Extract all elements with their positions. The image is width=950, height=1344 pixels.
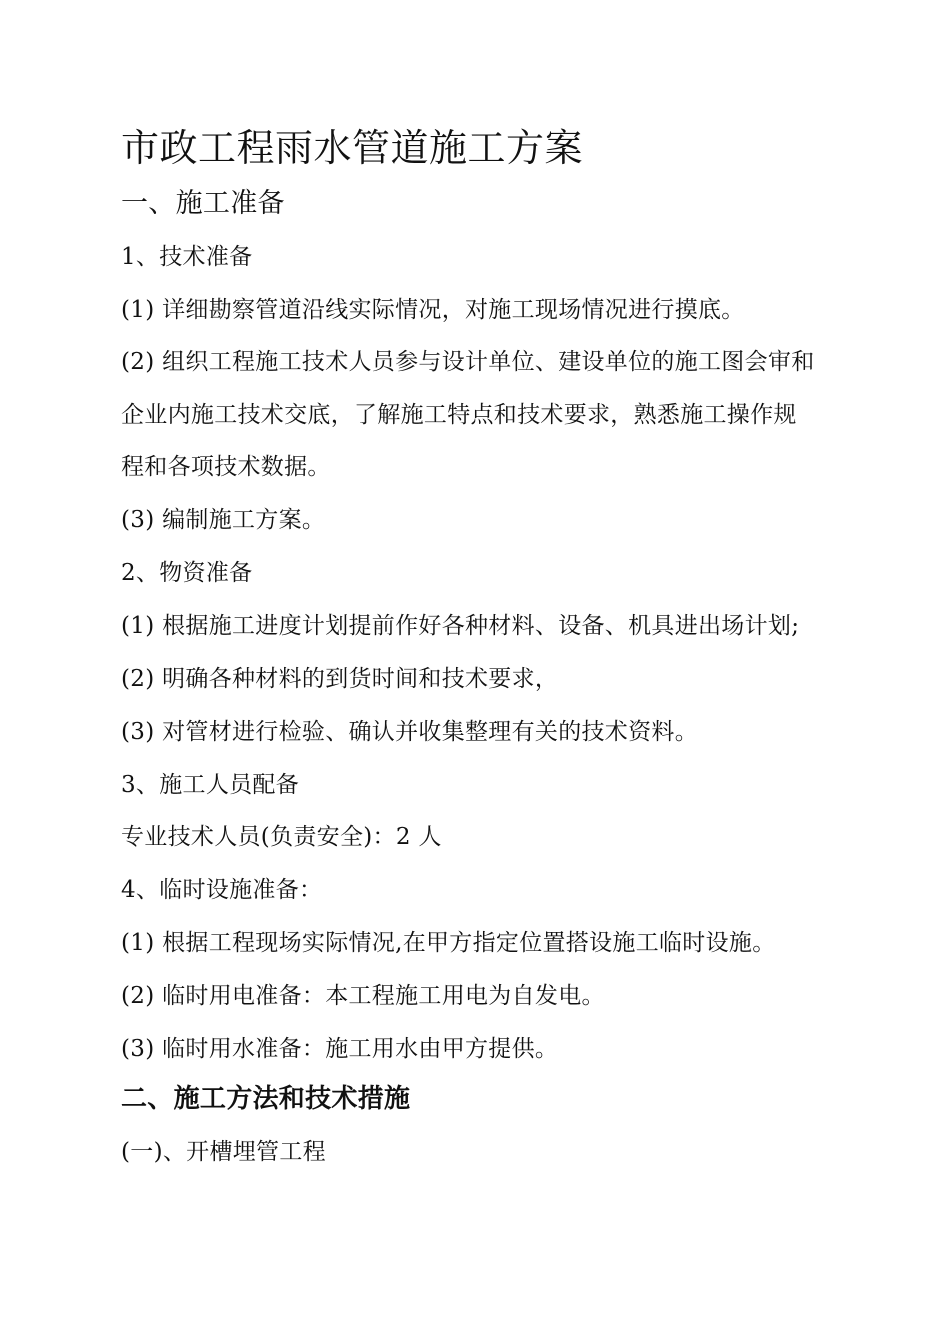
subsection-heading-technical: 1、技术准备 <box>121 244 253 270</box>
section-heading-methods: 二、施工方法和技术措施 <box>121 1084 411 1114</box>
paragraph-line: (3) 临时用水准备：施工用水由甲方提供。 <box>121 1036 559 1062</box>
paragraph-line: (2) 明确各种材料的到货时间和技术要求， <box>121 666 559 692</box>
paragraph-line: (3) 对管材进行检验、确认并收集整理有关的技术资料。 <box>121 719 698 745</box>
subsection-heading-trench-pipe: (一)、开槽埋管工程 <box>121 1139 326 1165</box>
subsection-heading-temporary-facilities: 4、临时设施准备： <box>121 877 323 903</box>
paragraph-line: 企业内施工技术交底，了解施工特点和技术要求，熟悉施工操作规 <box>121 402 797 428</box>
paragraph-line: (1) 详细勘察管道沿线实际情况，对施工现场情况进行摸底。 <box>121 297 745 323</box>
subsection-heading-staffing: 3、施工人员配备 <box>121 772 300 798</box>
subsection-heading-materials: 2、物资准备 <box>121 560 253 586</box>
document-title: 市政工程雨水管道施工方案 <box>121 126 584 170</box>
paragraph-line: (2) 临时用电准备：本工程施工用电为自发电。 <box>121 983 605 1009</box>
section-heading-preparation: 一、施工准备 <box>121 188 285 219</box>
paragraph-line: 程和各项技术数据。 <box>121 454 331 480</box>
paragraph-line: 专业技术人员(负责安全)：2 人 <box>121 824 442 850</box>
paragraph-line: (1) 根据施工进度计划提前作好各种材料、设备、机具进出场计划; <box>121 613 800 639</box>
paragraph-line: (3) 编制施工方案。 <box>121 507 326 533</box>
paragraph-line: (2) 组织工程施工技术人员参与设计单位、建设单位的施工图会审和 <box>121 349 815 375</box>
paragraph-line: (1) 根据工程现场实际情况,在甲方指定位置搭设施工临时设施。 <box>121 930 776 956</box>
